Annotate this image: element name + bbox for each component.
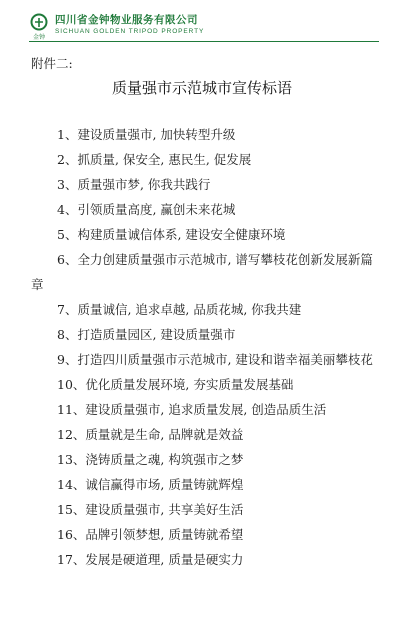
list-item: 12、质量就是生命, 品牌就是效益 <box>57 427 244 442</box>
list-item: 8、打造质量园区, 建设质量强市 <box>57 327 236 342</box>
list-item: 1、建设质量强市, 加快转型升级 <box>57 127 236 142</box>
list-item: 2、抓质量, 保安全, 惠民生, 促发展 <box>57 152 252 167</box>
attachment-label: 附件二: <box>31 56 73 71</box>
list-item: 11、建设质量强市, 追求质量发展, 创造品质生活 <box>57 402 327 417</box>
logo-caption: 金钟 <box>32 34 46 41</box>
company-name-en: SICHUAN GOLDEN TRIPOD PROPERTY <box>55 28 205 35</box>
list-item: 10、优化质量发展环境, 夯实质量发展基础 <box>57 377 294 392</box>
list-item: 13、浇铸质量之魂, 构筑强市之梦 <box>57 452 244 467</box>
page-title: 质量强市示范城市宣传标语 <box>111 79 292 97</box>
list-item: 16、品牌引领梦想, 质量铸就希望 <box>57 527 244 542</box>
company-logo-icon <box>29 13 49 41</box>
list-item: 9、打造四川质量强市示范城市, 建设和谐幸福美丽攀枝花 <box>57 352 373 367</box>
list-item: 17、发展是硬道理, 质量是硬实力 <box>57 552 244 567</box>
list-item: 14、诚信赢得市场, 质量铸就辉煌 <box>57 477 244 492</box>
slogan-list <box>31 122 378 572</box>
list-item: 15、建设质量强市, 共享美好生活 <box>57 502 244 517</box>
header-divider <box>29 41 379 42</box>
list-item: 6、全力创建质量强市示范城市, 谱写攀枝花创新发展新篇章 <box>31 252 373 292</box>
list-item: 3、质量强市梦, 你我共践行 <box>57 177 211 192</box>
list-item: 5、构建质量诚信体系, 建设安全健康环境 <box>57 227 286 242</box>
letterhead <box>29 11 379 45</box>
list-item: 7、质量诚信, 追求卓越, 品质花城, 你我共建 <box>57 302 302 317</box>
list-item: 4、引领质量高度, 赢创未来花城 <box>57 202 236 217</box>
company-name-cn: 四川省金钟物业服务有限公司 <box>55 14 198 26</box>
